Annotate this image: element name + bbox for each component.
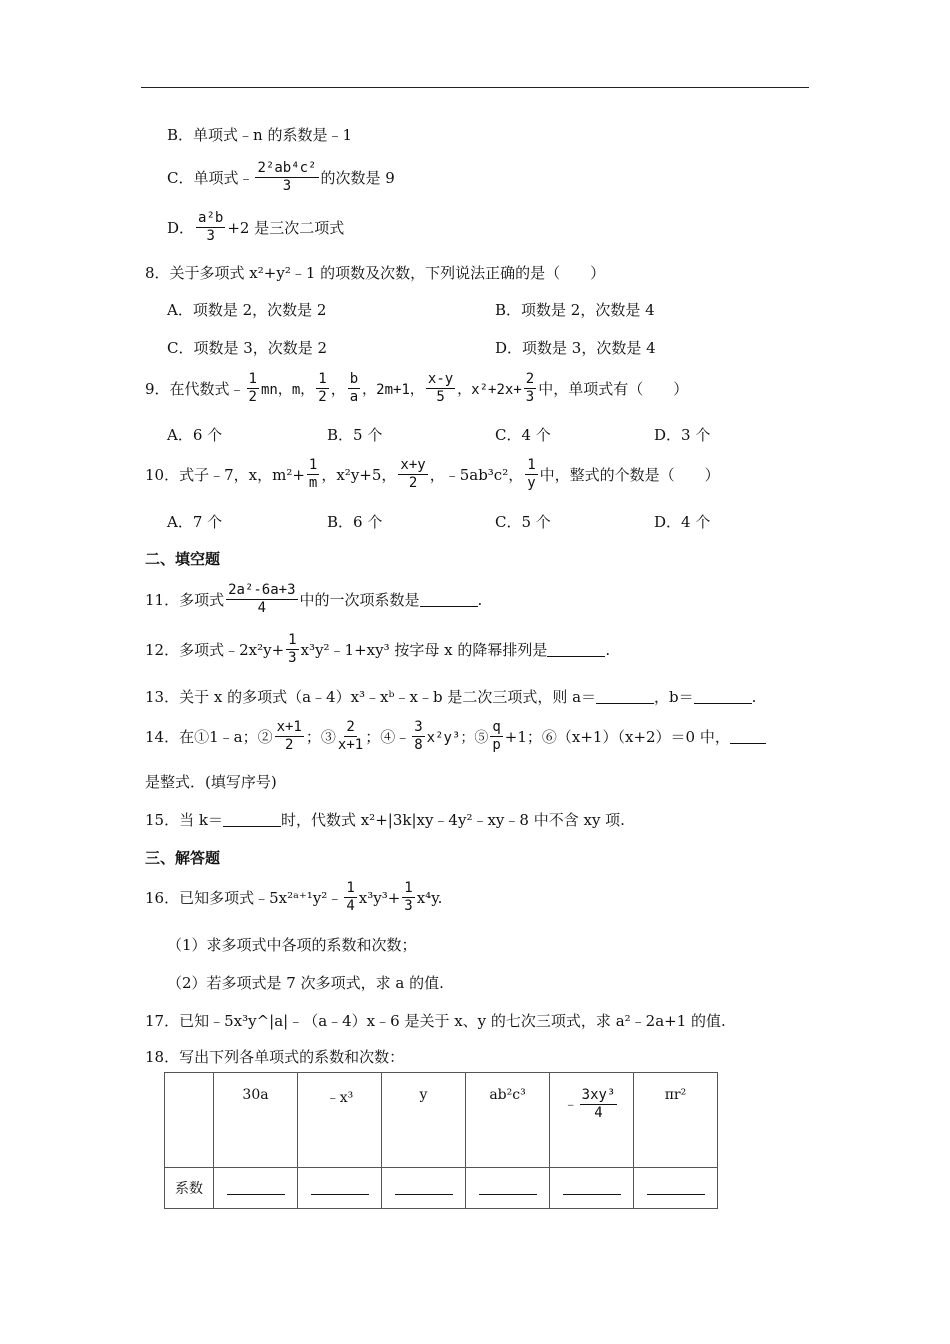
fraction-denominator: a (349, 389, 359, 405)
q8-option-b: B．项数是 2，次数是 4 (495, 301, 655, 319)
q14-post: +1；⑥（x+1）（x+2）＝0 中， (504, 728, 730, 746)
fraction-denominator: 2 (285, 737, 294, 753)
q7-option-c-fraction (255, 160, 318, 195)
q14-text-1: ；③ (305, 728, 336, 746)
q15-answer-blank[interactable] (223, 812, 281, 827)
fraction-numerator: x+y (400, 457, 426, 473)
fraction-denominator: 3 (525, 389, 535, 405)
q7-option-b (167, 124, 352, 145)
q16 (145, 880, 442, 915)
q16-post: x⁴y. (416, 888, 443, 907)
q9-text-2: ， (330, 380, 346, 398)
fraction-numerator: b (349, 371, 359, 387)
q12-fraction (286, 632, 298, 667)
q8-stem-text: 8．关于多项式 x²+y²﹣1 的项数及次数，下列说法正确的是（ ） (145, 264, 606, 282)
fraction-denominator: 3 (404, 898, 413, 914)
table-cell (214, 1168, 298, 1209)
table-header-cell-fraction (550, 1073, 634, 1168)
q7-option-b-text: B．单项式﹣n 的系数是﹣1 (167, 126, 352, 144)
q9-fraction-1 (247, 371, 259, 406)
q12 (145, 632, 610, 667)
q13-answer-blank-a[interactable] (596, 689, 654, 704)
q11-answer-blank[interactable] (420, 592, 478, 607)
q11-pre: 11．多项式 (145, 591, 225, 609)
table-corner-cell (165, 1073, 214, 1168)
q10-fraction-3 (525, 457, 537, 492)
q10-text-1: ，x²y+5， (321, 466, 397, 484)
q7-option-d (167, 210, 344, 245)
q14-fraction-4 (490, 719, 502, 754)
q10-pre: 10．式子﹣7，x，m²+ (145, 466, 305, 484)
fraction-numerator: 1 (288, 632, 297, 648)
fraction-denominator: 4 (257, 600, 267, 616)
q17: 17．已知﹣5x³y^|a|﹣（a﹣4）x﹣6 是关于 x、y 的七次三项式，求 a²﹣2a+1 的值. (145, 1012, 726, 1030)
coefficient-blank[interactable] (647, 1178, 705, 1195)
fraction-denominator: 5 (436, 389, 445, 405)
q12-answer-blank[interactable] (547, 642, 605, 657)
fraction-sign: ﹣ (563, 1096, 578, 1113)
header-rule (141, 87, 809, 88)
fraction-denominator: p (492, 737, 501, 753)
q7-option-d-post: +2 是三次二项式 (227, 219, 345, 237)
fraction-numerator: 2 (346, 719, 355, 735)
q13-end: . (751, 687, 757, 706)
q10-text-2: ，﹣5ab³c²， (429, 466, 524, 484)
q8-option-c: C．项数是 3，次数是 2 (167, 339, 328, 357)
fraction-numerator: 1 (404, 880, 413, 896)
fraction-numerator: x-y (427, 371, 454, 387)
table-header-cell: ﹣x³ (298, 1073, 382, 1168)
q13-pre: 13．关于 x 的多项式（a﹣4）x³﹣xᵇ﹣x﹣b 是二次三项式，则 a＝ (145, 688, 597, 706)
q9-text-1: mn，m， (260, 381, 315, 398)
q8-stem (145, 262, 605, 283)
q9-fraction-5 (524, 371, 536, 406)
q7-option-c-post: 的次数是 9 (320, 169, 395, 187)
q12-pre: 12．多项式﹣2x²y+ (145, 641, 285, 659)
q13-answer-blank-b[interactable] (694, 689, 752, 704)
q18: 18．写出下列各单项式的系数和次数： (145, 1048, 405, 1066)
table-header-cell: 30a (214, 1073, 298, 1168)
q9-pre: 9．在代数式﹣ (145, 380, 245, 398)
table-cell (550, 1168, 634, 1209)
coefficient-blank[interactable] (311, 1178, 369, 1195)
q11-post: 中的一次项系数是 (299, 591, 420, 609)
table-header-cell: y (382, 1073, 466, 1168)
q16-fraction-2 (402, 880, 414, 915)
q7-option-c-pre: C．单项式﹣ (167, 169, 254, 187)
coefficient-blank[interactable] (479, 1178, 537, 1195)
fraction-denominator: y (527, 475, 536, 491)
table-header-row (165, 1073, 718, 1168)
q12-end: . (605, 640, 611, 659)
q9-option-a: A．6 个 (167, 426, 223, 444)
q9-fraction-2 (316, 371, 328, 406)
q9-text-3: ，2m+1， (362, 381, 424, 398)
q16-sub1: （1）求多项式中各项的系数和次数； (167, 936, 417, 954)
q10-option-a: A．7 个 (167, 513, 223, 531)
q9-fraction-3 (348, 371, 360, 406)
table-cell (298, 1168, 382, 1209)
fraction-denominator: 3 (282, 178, 292, 194)
q13 (145, 686, 756, 707)
q12-post: x³y²﹣1+xy³ 按字母 x 的降幂排列是 (300, 641, 548, 659)
q11-end: . (477, 590, 483, 609)
q7-option-d-fraction (196, 210, 225, 245)
q14-text-2: ；④﹣ (365, 728, 411, 746)
fraction-numerator: 2²ab⁴c² (257, 160, 317, 176)
q10-option-d: D．4 个 (654, 513, 711, 531)
coefficient-blank[interactable] (563, 1178, 621, 1195)
fraction-denominator: 2 (248, 389, 257, 405)
q10-fraction-2 (398, 457, 427, 492)
q15 (145, 809, 625, 830)
q9-option-d: D．3 个 (654, 426, 711, 444)
fraction-numerator: 3 (414, 719, 423, 735)
q10-stem (145, 457, 720, 492)
q11 (145, 582, 482, 617)
fraction-numerator: a²b (198, 210, 224, 226)
table-header-cell: πr² (634, 1073, 718, 1168)
fraction-numerator: 3xy³ (581, 1087, 616, 1103)
section-solve: 三、解答题 (145, 849, 221, 867)
fraction-denominator: 2 (318, 389, 327, 405)
table-fraction (580, 1087, 618, 1122)
table-row-label: 系数 (165, 1168, 214, 1209)
table-cell (382, 1168, 466, 1209)
fraction-denominator: 4 (346, 898, 355, 914)
fraction-denominator: 2 (408, 475, 418, 491)
q14-fraction-2 (338, 719, 363, 754)
q10-fraction-1 (307, 457, 319, 492)
q8-option-d: D．项数是 3，次数是 4 (495, 339, 656, 357)
fraction-denominator: 3 (288, 650, 297, 666)
fraction-numerator: x+1 (276, 719, 302, 735)
monomial-table (164, 1072, 718, 1209)
q14-fraction-3 (412, 719, 424, 754)
q9-text-4: ，x²+2x+ (457, 381, 522, 398)
q8-option-a: A．项数是 2，次数是 2 (167, 301, 327, 319)
table-cell (634, 1168, 718, 1209)
fraction-numerator: 1 (318, 371, 327, 387)
fraction-numerator: 1 (248, 371, 257, 387)
q15-pre: 15．当 k＝ (145, 811, 223, 829)
table-cell (466, 1168, 550, 1209)
fraction-denominator: 3 (206, 228, 215, 244)
q9-option-b: B．5 个 (327, 426, 383, 444)
q14-pre: 14．在①1﹣a；② (145, 728, 273, 746)
table-row-coefficient (165, 1168, 718, 1209)
q16-sub2: （2）若多项式是 7 次多项式，求 a 的值. (167, 974, 444, 992)
q14-answer-blank[interactable] (730, 729, 766, 744)
fraction-denominator: x+1 (337, 737, 364, 753)
q14-text-3: x²y³；⑤ (426, 729, 489, 746)
fraction-numerator: 1 (527, 457, 536, 473)
section-fill-in: 二、填空题 (145, 550, 221, 568)
q9-option-c: C．4 个 (495, 426, 551, 444)
fraction-numerator: q (492, 719, 501, 735)
fraction-denominator: 4 (594, 1105, 603, 1121)
q14 (145, 719, 766, 754)
q10-option-c: C．5 个 (495, 513, 551, 531)
q16-fraction-1 (344, 880, 356, 915)
q9-post: 中，单项式有（ ） (538, 380, 689, 398)
fraction-numerator: 1 (346, 880, 355, 896)
fraction-numerator: 1 (308, 457, 318, 473)
q15-post: 时，代数式 x²+|3k|xy﹣4y²﹣xy﹣8 中不含 xy 项. (280, 811, 625, 829)
q7-option-d-pre: D． (167, 219, 195, 237)
q9-fraction-4 (426, 371, 455, 406)
q7-option-c (167, 160, 395, 195)
q14-line2 (145, 771, 277, 792)
table-header-cell: ab²c³ (466, 1073, 550, 1168)
fraction-numerator: 2a²-6a+3 (228, 582, 296, 598)
q16-pre: 16．已知多项式﹣5x²ᵃ⁺¹y²﹣ (145, 889, 343, 907)
q14-fraction-1 (275, 719, 304, 754)
q10-option-b: B．6 个 (327, 513, 383, 531)
coefficient-blank[interactable] (395, 1178, 453, 1195)
q10-post: 中，整式的个数是（ ） (539, 466, 720, 484)
fraction-denominator: 8 (414, 737, 423, 753)
fraction-denominator: m (308, 475, 318, 491)
q13-mid: ，b＝ (654, 688, 694, 706)
q9-stem (145, 371, 688, 406)
q16-text-1: x³y³+ (358, 888, 401, 907)
coefficient-blank[interactable] (227, 1178, 285, 1195)
q14-line2-text: 是整式．(填写序号) (145, 773, 277, 791)
q11-fraction (226, 582, 297, 617)
fraction-numerator: 2 (525, 371, 535, 387)
